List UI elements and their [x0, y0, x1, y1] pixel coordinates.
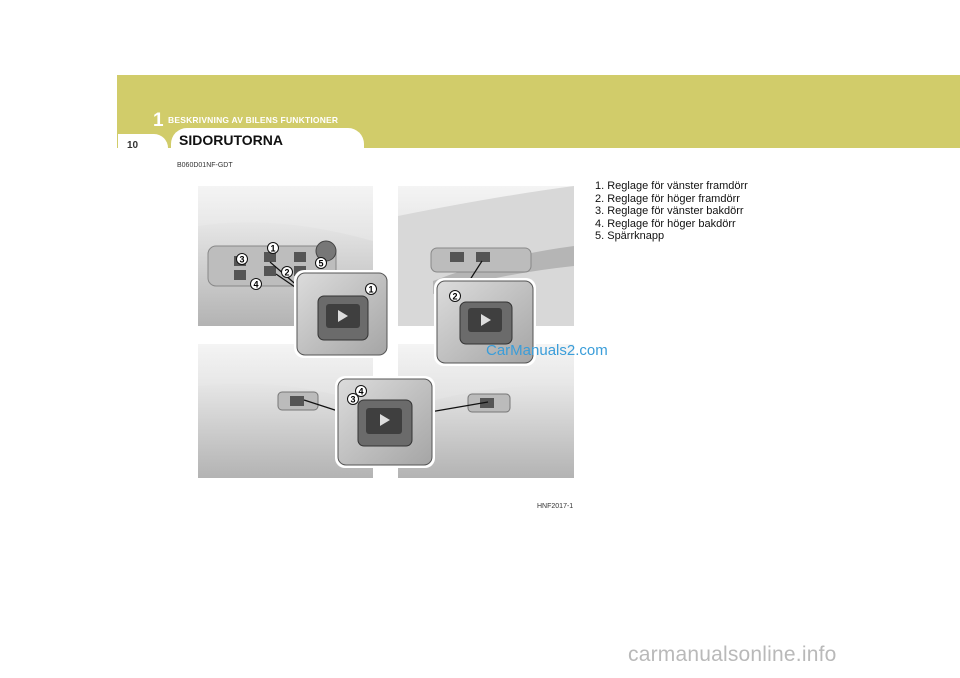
- watermark-carmanualsonline: carmanualsonline.info: [628, 643, 837, 666]
- svg-text:1: 1: [270, 243, 276, 254]
- svg-text:4: 4: [358, 386, 364, 397]
- watermark-carmanuals2: CarManuals2.com: [486, 342, 608, 359]
- svg-text:3: 3: [239, 254, 245, 265]
- section-title: SIDORUTORNA: [179, 132, 283, 148]
- legend-item-3: 3. Reglage för vänster bakdörr: [595, 205, 744, 217]
- section-tab: [171, 128, 364, 150]
- svg-text:2: 2: [452, 291, 458, 302]
- svg-text:5: 5: [318, 258, 324, 269]
- chapter-number: 1: [153, 110, 164, 131]
- page-number-box: [118, 134, 168, 156]
- callout-5: [316, 258, 327, 269]
- legend-item-4: 4. Reglage för höger bakdörr: [595, 217, 736, 230]
- svg-text:1: 1: [368, 284, 374, 295]
- svg-text:2: 2: [284, 267, 290, 278]
- figure-code: HNF2017-1: [537, 503, 574, 510]
- chapter-title: BESKRIVNING AV BILENS FUNKTIONER: [168, 115, 339, 125]
- legend-item-1: 1. Reglage för vänster framdörr: [595, 180, 748, 192]
- section-code: B060D01NF-GDT: [177, 162, 233, 169]
- window-switch-figure: [198, 186, 574, 478]
- inset-switch-rear: [335, 376, 435, 468]
- legend-item-5: 5. Spärrknapp: [595, 230, 665, 242]
- inset-switch-1: [294, 270, 390, 358]
- legend-item-2: 2. Reglage för höger framdörr: [595, 192, 740, 205]
- svg-text:4: 4: [253, 279, 259, 290]
- page-number: 10: [127, 140, 139, 151]
- legend-list: [595, 180, 748, 243]
- svg-text:3: 3: [350, 394, 356, 405]
